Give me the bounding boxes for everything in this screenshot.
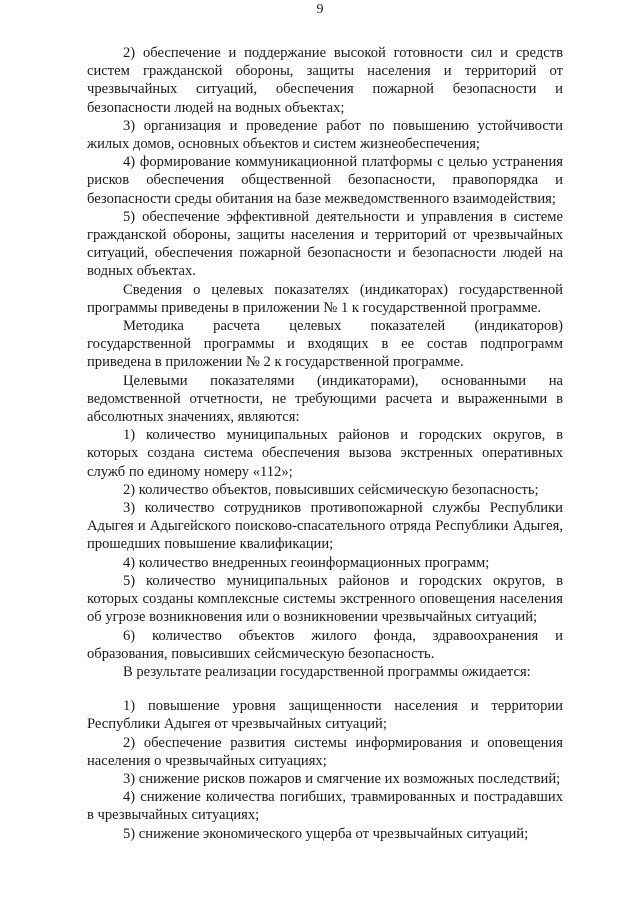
paragraph: Сведения о целевых показателях (индикаторах) государственной программы приведены в приложении № 1 к государственной программе. [87,281,563,316]
paragraph: 6) количество объектов жилого фонда, здравоохранения и образования, повысивших сейсмическую безопасность. [87,627,563,662]
paragraph: 3) количество сотрудников противопожарной службы Республики Адыгея и Адыгейского поисково-спасательного отряда Республики Адыгея, прошедших повышение квалификации; [87,500,563,553]
paragraph: 5) снижение экономического ущерба от чрезвычайных ситуаций; [123,825,529,842]
paragraph: 5) обеспечение эффективной деятельности и управления в системе гражданской обороны, защиты населения и территорий от чрезвычайных ситуаций, обеспечения пожарной безопасности и безопасности людей на водных объектах. [87,208,563,280]
paragraph: 3) снижение рисков пожаров и смягчение их возможных последствий; [123,770,561,787]
paragraph: Целевыми показателями (индикаторами), основанными на ведомственной отчетности, не требующими расчета и выраженными в абсолютных значениях, являются: [87,372,563,426]
paragraph: 4) снижение количества погибших, травмированных и пострадавших в чрезвычайных ситуациях; [87,789,563,824]
paragraph: 4) количество внедренных геоинформационных программ; [123,554,490,571]
paragraph: 1) количество муниципальных районов и городских округов, в которых создана система обеспечения вызова экстренных оперативных служб по единому номеру «112»; [87,427,563,480]
paragraph: 3) организация и проведение работ по повышению устойчивости жилых домов, основных объектов и систем жизнеобеспечения; [87,117,563,153]
paragraph: 4) формирование коммуникационной платформы с целью устранения рисков обеспечения общественной безопасности, правопорядка и безопасности среды обитания на базе межведомственного взаимодействия; [87,154,563,207]
paragraph: 2) обеспечение развития системы информирования и оповещения населения о чрезвычайных ситуациях; [87,734,563,769]
document-body [87,44,563,843]
paragraph: Методика расчета целевых показателей (индикаторов) государственной программы и входящих в ее состав подпрограмм приведена в приложении № 2 к государственной программе. [87,318,563,371]
paragraph: 2) количество объектов, повысивших сейсмическую безопасность; [123,481,539,498]
paragraph: 2) обеспечение и поддержание высокой готовности сил и средств систем гражданской обороны, защиты населения и территорий от чрезвычайных ситуаций, обеспечения пожарной безопасности и безопасности людей на водных объектах; [87,45,563,116]
paragraph: 1) повышение уровня защищенности населения и территории Республики Адыгея от чрезвычайных ситуаций; [87,698,563,733]
page-number: 9 [316,2,324,17]
paragraph: 5) количество муниципальных районов и городских округов, в которых созданы комплексные системы экстренного оповещения населения об угрозе возникновения или о возникновении чрезвычайных ситуаций; [87,572,563,626]
paragraph: В результате реализации государственной программы ожидается: [123,663,531,680]
